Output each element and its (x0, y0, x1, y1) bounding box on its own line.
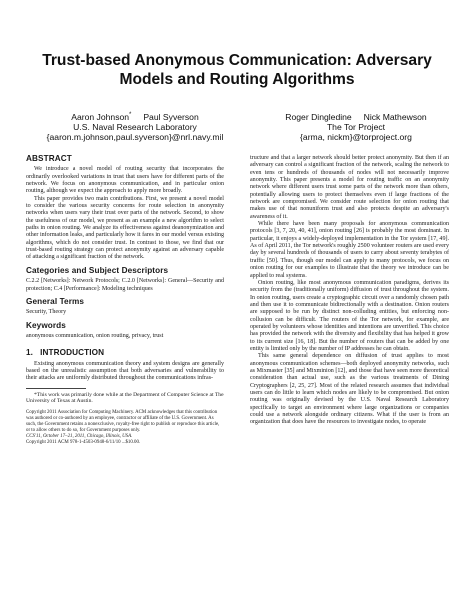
copyright-line: Copyright 2011 ACM 978-1-4503-0948-6/11/10 ...$10.00. (26, 439, 141, 445)
general-terms-text: Security, Theory (26, 309, 67, 316)
author-names: Roger Dingledine Nick Mathewson (285, 112, 427, 122)
copyright-line: Copyright 2011 Association for Computing Machinery. ACM acknowledges that this contribution was authored or co-authored by an employee, contractor or affiliate of the U.S. Government. As such, the Government retains a nonexclusive, royalty-free right to publish or reproduce this article, or to allow others to do so, for Government purposes only. (26, 409, 220, 433)
copyright-line: CCS'11, October 17–21, 2011, Chicago, Illinois, USA. (26, 433, 133, 439)
footnote-rule (26, 388, 86, 389)
body-paragraph: tructure and that a larger network should better protect anonymity. But then if an adversary can control a significant fraction of the network, scaling the network to even tens or hundreds of thousands of nodes will not necessarily improve anonymity. This paper presents a model for routing traffic on an anonymity network where different users trust some parts of the network more than others, potentially allowing users to protect themselves even if large fractions of the network are compromised. We consider route selection for onion routing that makes use of that nonuniform trust and also protects despite an adversary's awareness of it. (250, 155, 449, 220)
paper-title-line-1: Trust-based Anonymous Communication: Adversary (42, 52, 432, 69)
author-block-tor (262, 112, 450, 142)
right-column (250, 155, 449, 427)
footnote: *This work was primarily done while at the Department of Computer Science at The University of Texas at Austin. (26, 391, 224, 405)
body-paragraph: While there have been many proposals for anonymous communication protocols [3, 7, 20, 40, 41], onion routing [26] is probably the most dominant. In particular, it enjoys a widely-deployed implementation in the Tor system [17, 49]. As of April 2011, the Tor network's roughly 2500 volunteer routers are used every day by several hundreds of thousands of users to carry about seventy terabytes of traffic [50]. Thus, though our model can apply to many protocols, we focus on onion routing for our examples to illustrate that the theory we introduce can be applied to real systems. (250, 221, 449, 279)
paper-title (0, 52, 474, 89)
categories-text: C.2.2 [Networks]: Network Protocols; C.2.0 [Networks]: General—Security and protection; C.4 [Performance]: Modeling techniques (26, 278, 224, 292)
author-email: {aaron.m.johnson,paul.syverson}@nrl.navy.mil (46, 132, 224, 142)
categories-heading: Categories and Subject Descriptors (26, 265, 169, 275)
keywords-heading: Keywords (26, 320, 66, 330)
general-terms-heading: General Terms (26, 296, 85, 306)
abstract-paragraph: We introduce a novel model of routing security that incorporates the ordinarily overlooked variations in trust that users have for different parts of the network. We focus on anonymous communication, and in particular onion routing, although we expect the approach to apply more broadly. (26, 166, 224, 195)
author-names: Aaron Johnson* Paul Syverson (71, 112, 199, 122)
body-paragraph: Onion routing, like most anonymous communication paradigms, derives its security from the (traditionally uniform) diffusion of trust throughout the system. In onion routing, users create a cryptographic circuit over a randomly chosen path and then use it to communicate bidirectionally with a destination. Onion routers are supposed to be run by distinct non-colluding entities, but enforcing non-collusion can be difficult. The routers of the Tor network, for example, are operated by volunteers whose identities and intentions are unverified. This choice has provided the network with the diversity and flexibility that has helped it grow to its current size [16, 18]. But the number of routers that can be added by one entity is limited only by the number of IP addresses he can obtain. (250, 279, 449, 352)
introduction-paragraph: Existing anonymous communication theory and system designs are generally based on the unrealistic assumption that both adversaries and vulnerability to their attacks are uniformly distributed throughout the communications infras- (26, 360, 224, 382)
footnote-mark: * (129, 112, 132, 119)
paper-title-line-2: Models and Routing Algorithms (119, 70, 355, 88)
abstract-heading: ABSTRACT (26, 154, 72, 163)
left-column (26, 155, 224, 446)
author-affiliation: U.S. Naval Research Laboratory (73, 122, 197, 132)
author-email: {arma, nickm}@torproject.org (300, 132, 412, 142)
author-block-nrl (46, 112, 224, 142)
copyright-notice (26, 410, 224, 446)
introduction-heading: 1. INTRODUCTION (26, 348, 105, 358)
author-affiliation: The Tor Project (326, 122, 386, 132)
abstract-paragraph: This paper provides two main contributions. First, we present a novel model to consider the various security concerns for route selection in anonymity networks when users vary their trust over parts of the network. Second, to show the usefulness of our model, we present as an example a new algorithm to select paths in onion routing. We analyze its effectiveness against deanonymization and other information leaks, and particularly how it fares in our model versus existing algorithms, which do not consider trust. In contrast to those, we find that our trust-based routing strategy can protect anonymity against an adversary capable of attacking a significant fraction of the network. (26, 195, 224, 261)
keywords-text: anonymous communication, onion routing, privacy, trust (26, 332, 164, 339)
body-paragraph: This same general dependence on diffusion of trust applies to most anonymous communication schemes—both deployed anonymity networks, such as Mixmaster [35] and Mixminion [12], and those that have seen more theoretical consideration than actual use, such as the various treatments of Dining Cryptographers [2, 25, 27]. Most of the related research assumes that individual users can do little to learn which nodes are likely to be compromised. But onion routing was originally devised by the U.S. Naval Research Laboratory specifically to target an environment where large organizations or companies could use a network alongside ordinary citizens. What if the user is from an organization that does have the resources to investigate nodes, to operate (250, 353, 449, 426)
